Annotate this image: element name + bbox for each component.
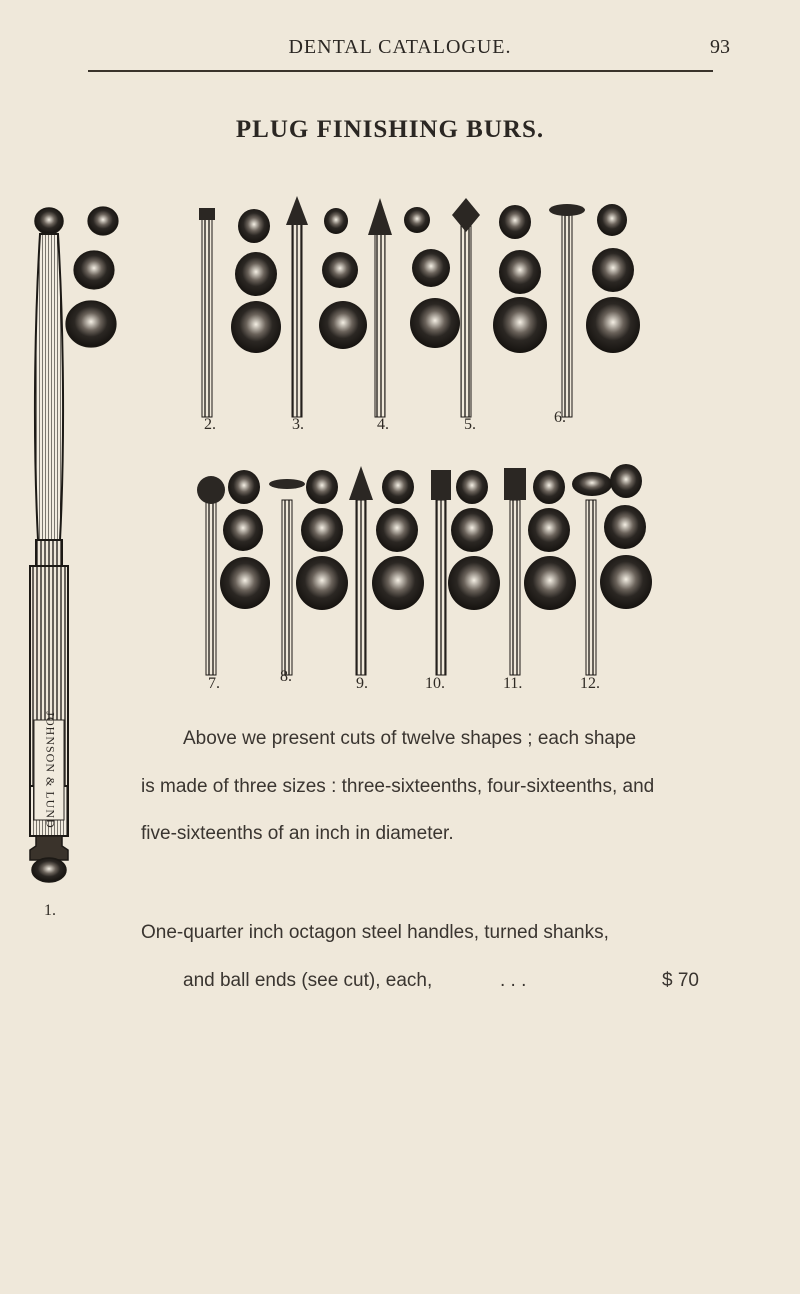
figure-label-3: 3. xyxy=(292,416,304,433)
figure-label-10: 10. xyxy=(425,675,445,692)
figure-label-4: 4. xyxy=(377,416,389,433)
bur-10 xyxy=(431,470,500,675)
figure-label-12: 12. xyxy=(580,675,600,692)
section-title: PLUG FINISHING BURS. xyxy=(235,116,545,143)
figure-label-5: 5. xyxy=(464,416,476,433)
figure-label-9: 9. xyxy=(356,675,368,692)
bur-6 xyxy=(549,204,640,417)
bur-7 xyxy=(197,470,270,675)
bur-4 xyxy=(368,198,460,417)
bur-9 xyxy=(349,466,424,675)
figure-label-8: 8. xyxy=(280,668,292,685)
figure-label-6: 6. xyxy=(554,409,566,426)
bur-12 xyxy=(572,464,652,675)
running-title: DENTAL CATALOGUE. xyxy=(288,36,512,58)
handle-engraving: JOHNSON & LUND xyxy=(43,711,58,829)
body-line-2: is made of three sizes : three-sixteenths, four-sixteenths, and xyxy=(141,776,655,797)
bur-3 xyxy=(286,196,367,417)
price-line-dots: . . . xyxy=(500,970,527,991)
bur-11 xyxy=(504,468,576,675)
figure-label-2: 2. xyxy=(204,416,216,433)
row2-burs xyxy=(197,464,652,675)
page-number: 93 xyxy=(710,36,730,58)
figure-label-11: 11. xyxy=(503,675,523,692)
body-line-4: One-quarter inch octagon steel handles, turned shanks, xyxy=(141,922,609,943)
body-line-1: Above we present cuts of twelve shapes ; each shape xyxy=(183,728,637,749)
bur-2 xyxy=(199,208,281,417)
price-value: $ 70 xyxy=(662,970,699,991)
row1-burs xyxy=(199,196,640,417)
figure-label-1: 1. xyxy=(44,902,56,919)
handle-figure xyxy=(30,207,118,882)
bur-5 xyxy=(452,198,547,417)
price-line-text: and ball ends (see cut), each, xyxy=(183,970,433,991)
bur-8 xyxy=(269,470,348,675)
body-line-3: five-sixteenths of an inch in diameter. xyxy=(141,823,454,844)
figure-label-7: 7. xyxy=(208,675,220,692)
